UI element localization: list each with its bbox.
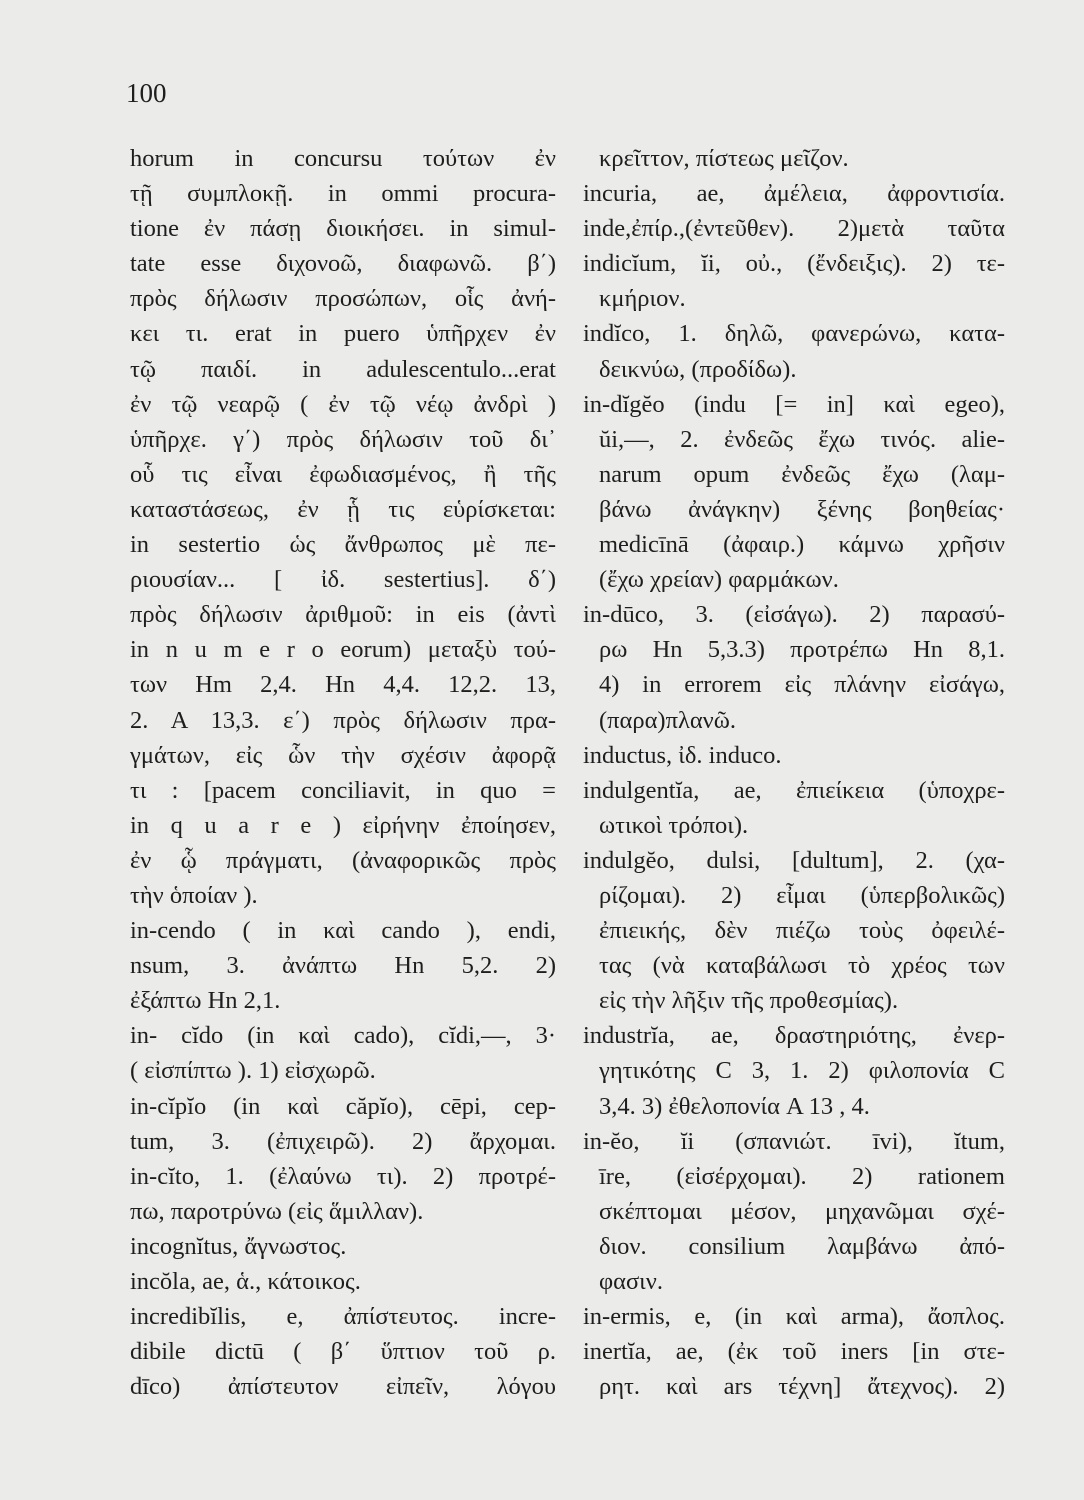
dictionary-line: in-ermis, e, (in καὶ arma), ἄοπλος.: [583, 1303, 1005, 1331]
dictionary-line: τας (νὰ καταβάλωσι τὸ χρέος των: [599, 952, 1005, 980]
dictionary-line: incŏla, ae, ἁ., κάτοικος.: [130, 1268, 361, 1295]
dictionary-line: ωτικοὶ τρόποι).: [599, 811, 749, 839]
dictionary-line: καταστάσεως, ἐν ᾗ τις εὑρίσκεται:: [130, 495, 556, 523]
dictionary-line: incuria, ae, ἀμέλεια, ἀφροντισία.: [583, 180, 1005, 208]
dictionary-line: in-dĭgĕo (indu [= in] καὶ egeo),: [583, 390, 1005, 418]
dictionary-line: inde,ἐπίρ.,(ἐντεῦθεν). 2)μετὰ ταῦτα: [583, 215, 1005, 243]
left-column: [130, 141, 556, 1404]
dictionary-line: ρίζομαι). 2) εἶμαι (ὑπερβολικῶς): [599, 881, 1005, 909]
dictionary-line: τι : [pacem conciliavit, in quo =: [130, 776, 556, 804]
dictionary-line: dīco) ἀπίστευτον εἰπεῖν, λόγου: [130, 1373, 556, 1401]
dictionary-line: εἰς τὴν λῆξιν τῆς προθεσμίας).: [599, 987, 899, 1015]
dictionary-line: γητικότης C 3, 1. 2) φιλοπονία C: [599, 1057, 1005, 1085]
dictionary-line: ἐν τῷ νεαρῷ ( ἐν τῷ νέῳ ἀνδρὶ ): [130, 390, 556, 418]
dictionary-line: indĭco, 1. δηλῶ, φανερώνω, κατα-: [583, 320, 1005, 348]
dictionary-line: ( εἰσπίπτω ). 1) εἰσχωρῶ.: [130, 1057, 376, 1085]
dictionary-line: incognĭtus, ἄγνωστος.: [130, 1232, 347, 1260]
dictionary-line: industrĭa, ae, δραστηριότης, ἐνερ-: [583, 1022, 1005, 1050]
dictionary-line: οὗ τις εἶναι ἐφωδιασμένος, ἢ τῆς: [130, 460, 556, 488]
dictionary-line: in sestertio ὡς ἄνθρωπος μὲ πε-: [130, 531, 556, 559]
dictionary-line: ἐν ᾧ πράγματι, (ἀναφορικῶς πρὸς: [130, 846, 556, 874]
dictionary-line: τὴν ὁποίαν ).: [130, 881, 258, 909]
page-number: 100: [126, 78, 167, 108]
dictionary-line: κει τι. erat in puero ὑπῆρχεν ἐν: [130, 320, 556, 348]
dictionary-line: dibile dictū ( β΄ ὕπτιον τοῦ ρ.: [130, 1338, 556, 1366]
dictionary-line: κμήριον.: [599, 285, 686, 313]
dictionary-line: τῇ συμπλοκῇ. in ommi procura-: [130, 180, 556, 208]
dictionary-line: ρω Hn 5,3.3) προτρέπω Hn 8,1.: [599, 636, 1005, 664]
dictionary-line: nsum, 3. ἀνάπτω Hn 5,2. 2): [130, 952, 556, 980]
dictionary-line: τῷ παιδί. in adulescentulo...erat: [130, 355, 556, 383]
dictionary-line: indicĭum, ĭi, οὐ., (ἔνδειξις). 2) τε-: [583, 250, 1005, 278]
dictionary-line: inertĭa, ae, (ἐκ τοῦ iners [in στε-: [583, 1338, 1005, 1366]
dictionary-line: in n u m e r o eorum) μεταξὺ τού-: [130, 636, 556, 664]
dictionary-line: horum in concursu τούτων ἐν: [130, 145, 556, 172]
dictionary-line: ριουσίαν... [ ἰδ. sestertius]. δ΄): [130, 566, 556, 594]
dictionary-line: πρὸς δήλωσιν ἀριθμοῦ: in eis (ἀντὶ: [130, 601, 556, 629]
dictionary-line: indulgĕo, dulsi, [dultum], 2. (χα-: [583, 846, 1005, 874]
dictionary-line: tum, 3. (ἐπιχειρῶ). 2) ἄρχομαι.: [130, 1127, 556, 1155]
dictionary-line: διον. consilium λαμβάνω ἀπό-: [599, 1232, 1005, 1260]
dictionary-line: ὑπῆρχε. γ΄) πρὸς δήλωσιν τοῦ δι᾽: [130, 425, 556, 453]
right-column: [583, 141, 1005, 1404]
dictionary-line: in-ĕo, ĭi (σπανιώτ. īvi), ĭtum,: [583, 1127, 1005, 1155]
dictionary-line: ρητ. καὶ ars τέχνη] ἄτεχνος). 2): [599, 1373, 1005, 1401]
dictionary-line: tate esse διχονοῶ, διαφωνῶ. β΄): [130, 250, 556, 278]
dictionary-line: γμάτων, εἰς ὧν τὴν σχέσιν ἀφορᾷ: [130, 741, 556, 769]
dictionary-line: 2. A 13,3. ε΄) πρὸς δήλωσιν πρα-: [130, 706, 556, 734]
dictionary-line: 4) in errorem εἰς πλάνην εἰσάγω,: [599, 671, 1005, 699]
dictionary-line: narum opum ἐνδεῶς ἔχω (λαμ-: [599, 460, 1005, 488]
dictionary-line: in q u a r e ) εἰρήνην ἐποίησεν,: [130, 811, 556, 839]
dictionary-line: ἐξάπτω Hn 2,1.: [130, 987, 281, 1015]
dictionary-line: σκέπτομαι μέσον, μηχανῶμαι σχέ-: [599, 1197, 1005, 1225]
dictionary-line: βάνω ἀνάγκην) ξένης βοηθείας·: [599, 495, 1005, 523]
dictionary-line: 3,4. 3) ἐθελοπονία A 13 , 4.: [599, 1092, 870, 1120]
dictionary-line: πρὸς δήλωσιν προσώπων, οἷς ἀνή-: [130, 285, 556, 313]
dictionary-line: φασιν.: [599, 1268, 663, 1295]
dictionary-line: (ἔχω χρείαν) φαρμάκων.: [599, 566, 839, 594]
dictionary-line: in-cendo ( in καὶ cando ), endi,: [130, 917, 556, 945]
dictionary-line: tione ἐν πάσῃ διοικήσει. in simul-: [130, 215, 556, 243]
dictionary-line: ŭi,—, 2. ἐνδεῶς ἔχω τινός. alie-: [599, 425, 1005, 453]
dictionary-line: indulgentĭa, ae, ἐπιείκεια (ὑποχρε-: [583, 776, 1005, 804]
dictionary-line: medicīnā (ἀφαιρ.) κάμνω χρῆσιν: [599, 531, 1005, 559]
dictionary-line: inductus, ἰδ. induco.: [583, 741, 782, 769]
dictionary-line: (παρα)πλανῶ.: [599, 706, 736, 734]
dictionary-line: των Hm 2,4. Hn 4,4. 12,2. 13,: [130, 671, 556, 699]
dictionary-line: ἐπιεικής, δὲν πιέζω τοὺς ὀφειλέ-: [599, 917, 1005, 945]
dictionary-line: in-cĭto, 1. (ἐλαύνω τι). 2) προτρέ-: [130, 1162, 556, 1190]
dictionary-line: in-dūco, 3. (εἰσάγω). 2) παρασύ-: [583, 601, 1005, 629]
dictionary-line: in-cĭpĭo (in καὶ căpĭo), cēpi, cep-: [130, 1092, 556, 1120]
dictionary-line: δεικνύω, (προδίδω).: [599, 355, 797, 383]
dictionary-line: īre, (εἰσέρχομαι). 2) rationem: [599, 1162, 1005, 1190]
dictionary-line: πω, παροτρύνω (εἰς ἅμιλλαν).: [130, 1197, 424, 1225]
dictionary-line: κρεῖττον, πίστεως μεῖζον.: [599, 145, 849, 172]
dictionary-line: in- cĭdo (in καὶ cado), cĭdi,—, 3·: [130, 1022, 556, 1050]
dictionary-line: incredibĭlis, e, ἀπίστευτος. incre-: [130, 1303, 556, 1331]
